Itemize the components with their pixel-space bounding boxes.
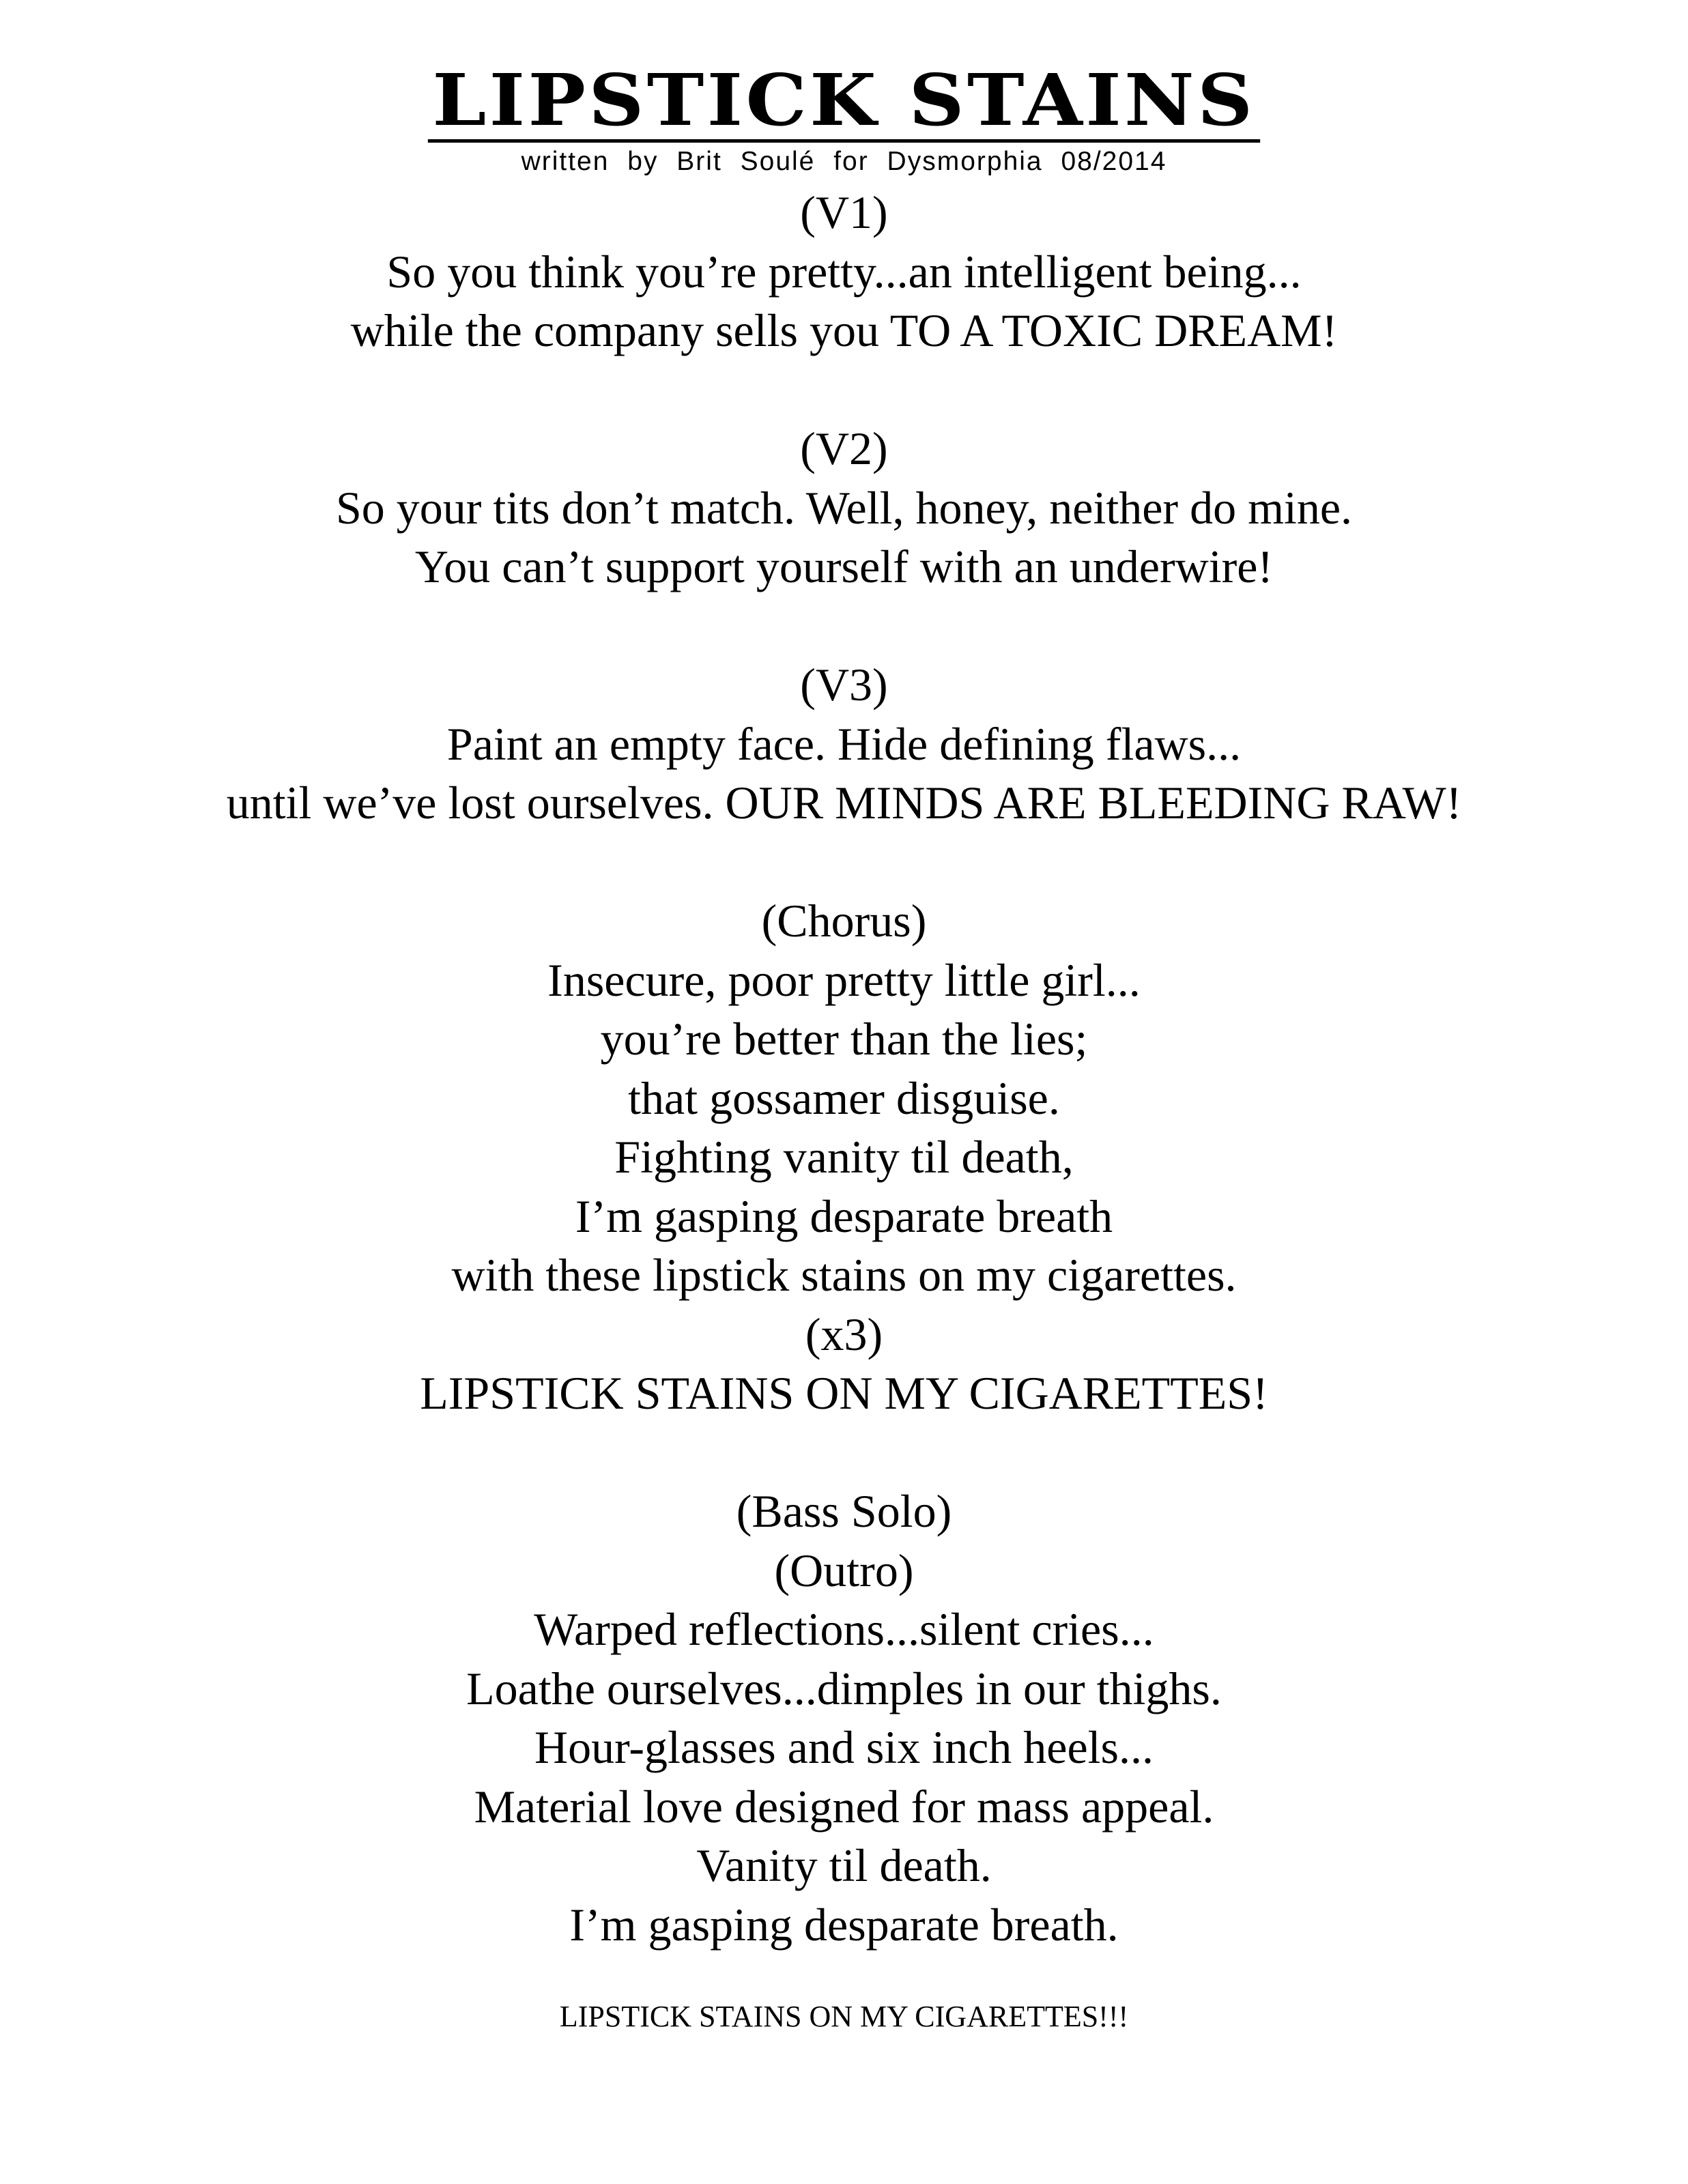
lyric-line: Paint an empty face. Hide defining flaws... bbox=[446, 717, 1242, 770]
lyric-line: You can’t support yourself with an underwire! bbox=[414, 541, 1274, 592]
lyric-line: So your tits don’t match. Well, honey, neither do mine. bbox=[335, 481, 1353, 534]
lyric-line: while the company sells you TO A TOXIC DREAM! bbox=[350, 304, 1338, 356]
stanza-gap bbox=[0, 360, 1688, 420]
lyric-line: you’re better than the lies; bbox=[600, 1013, 1088, 1065]
section-label: (V3) bbox=[800, 659, 888, 710]
section-label: (Bass Solo) bbox=[736, 1485, 952, 1537]
lyric-line: Warped reflections...silent cries... bbox=[534, 1603, 1154, 1655]
lyric-line: Fighting vanity til death, bbox=[614, 1131, 1074, 1183]
section-label: (V2) bbox=[800, 422, 888, 474]
lyric-line: Insecure, poor pretty little girl... bbox=[547, 953, 1141, 1006]
stanza-gap bbox=[0, 833, 1688, 892]
lyric-line: LIPSTICK STAINS ON MY CIGARETTES! bbox=[420, 1367, 1268, 1419]
page-title: LIPSTICK STAINS bbox=[428, 63, 1260, 143]
lyric-line: Loathe ourselves...dimples in our thighs. bbox=[466, 1662, 1222, 1714]
section-label: (Outro) bbox=[774, 1544, 914, 1596]
byline: written by Brit Soulé for Dysmorphia 08/2014 bbox=[521, 147, 1167, 176]
lyric-line: that gossamer disguise. bbox=[628, 1072, 1060, 1124]
section-label: (Chorus) bbox=[761, 895, 927, 947]
lyric-line: Hour-glasses and six inch heels... bbox=[534, 1721, 1154, 1773]
closing-line: LIPSTICK STAINS ON MY CIGARETTES!!! bbox=[559, 2000, 1129, 2033]
lyric-line: with these lipstick stains on my cigarettes. bbox=[451, 1249, 1237, 1301]
lyric-line: I’m gasping desparate breath bbox=[575, 1190, 1113, 1242]
stanza-gap bbox=[0, 597, 1688, 656]
lyrics-body bbox=[0, 183, 1688, 1954]
lyric-line: So you think you’re pretty...an intelligent being... bbox=[386, 245, 1302, 298]
lyric-line: I’m gasping desparate breath. bbox=[569, 1898, 1119, 1951]
lyric-line: Material love designed for mass appeal. bbox=[474, 1780, 1214, 1833]
section-label: (V1) bbox=[800, 186, 888, 238]
section-label: (x3) bbox=[805, 1308, 883, 1360]
lyric-line: until we’ve lost ourselves. OUR MINDS ARE BLEEDING RAW! bbox=[226, 777, 1462, 829]
lyric-line: Vanity til death. bbox=[696, 1839, 992, 1891]
header bbox=[0, 58, 1688, 178]
stanza-gap bbox=[0, 1423, 1688, 1482]
